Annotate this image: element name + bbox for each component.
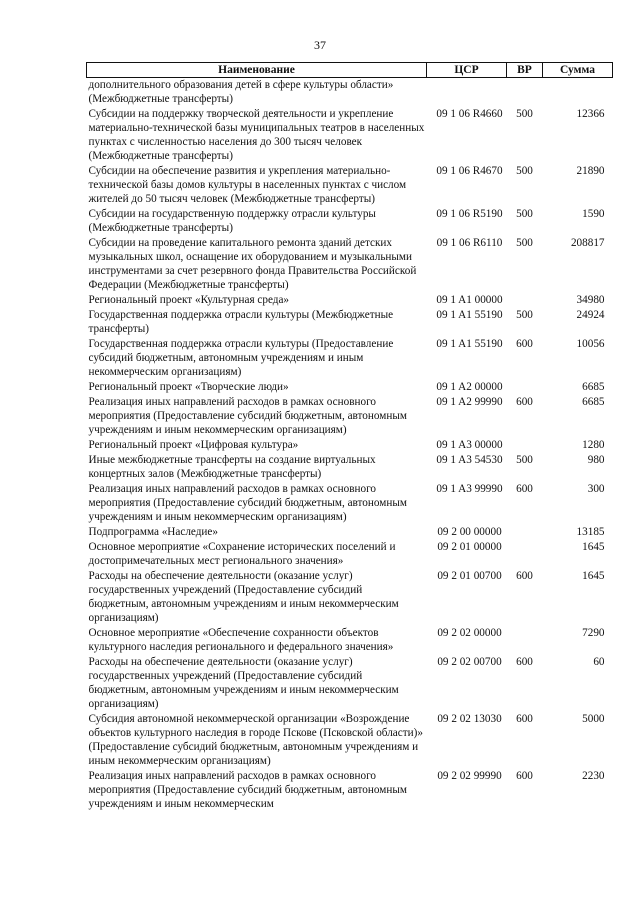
table-row [87,481,613,524]
row-sum-cell: 980 [587,454,605,466]
row-sum-cell: 34980 [576,294,605,306]
row-csr-cell: 09 2 00 00000 [437,526,502,538]
row-vr-cell [507,78,543,107]
row-vr-cell [507,292,543,307]
row-csr-cell: 09 1 A2 00000 [436,381,503,393]
table-row [87,568,613,625]
row-sum-cell: 7290 [582,627,605,639]
row-sum-cell: 13185 [576,526,605,538]
table-row [87,307,613,336]
budget-table [86,62,613,811]
row-vr-cell [507,437,543,452]
row-name-cell: Региональный проект «Цифровая культура» [88,439,299,451]
row-vr-cell: 500 [516,208,533,220]
page-number: 37 [314,38,326,52]
row-name-cell: Реализация иных направлений расходов в рамках основного мероприятия (Предоставление субсидий бюджетным, автономным учреждениям и иным некоммерческим организациям) [88,396,407,436]
row-csr-cell: 09 2 02 13030 [437,713,502,725]
row-name-cell: Расходы на обеспечение деятельности (оказание услуг) государственных учреждений (Предоставление субсидий бюджетным, автономным учреждениям и иным некоммерческим организациям) [88,656,399,710]
row-csr-cell: 09 1 06 R5190 [436,208,503,220]
header-vr: ВР [507,63,543,78]
row-sum-cell: 2230 [582,770,605,782]
row-csr-cell: 09 1 A1 55190 [436,338,503,350]
row-name-cell: Расходы на обеспечение деятельности (оказание услуг) государственных учреждений (Предоставление субсидий бюджетным, автономным учреждениям и иным некоммерческим организациям) [88,570,399,624]
row-csr-cell: 09 1 A1 00000 [436,294,503,306]
table-row [87,437,613,452]
table-row [87,78,613,107]
row-sum-cell: 5000 [582,713,605,725]
table-row [87,106,613,163]
row-sum-cell: 300 [587,483,605,495]
table-header [87,63,613,78]
row-name-cell: Региональный проект «Культурная среда» [88,294,290,306]
row-sum-cell: 60 [593,656,605,668]
row-csr-cell: 09 2 01 00700 [437,570,502,582]
row-sum-cell: 24924 [576,309,605,321]
table-row [87,711,613,768]
row-sum-cell: 6685 [582,381,605,393]
row-csr-cell: 09 1 A3 54530 [436,454,503,466]
row-csr-cell: 09 1 06 R6110 [436,237,503,249]
header-row [87,63,613,78]
row-name-cell: дополнительного образования детей в сфере культуры области» (Межбюджетные трансферты) [88,79,394,105]
table-row [87,524,613,539]
row-vr-cell [507,539,543,568]
table-row [87,292,613,307]
table-body [87,78,613,812]
row-vr-cell: 500 [516,108,533,120]
row-name-cell: Государственная поддержка отрасли культуры (Предоставление субсидий бюджетным, автономным учреждениям и иным некоммерческим организациям) [88,338,394,378]
row-csr-cell: 09 1 A3 00000 [436,439,503,451]
row-csr-cell: 09 2 02 00000 [437,627,502,639]
row-csr-cell: 09 2 01 00000 [437,541,502,553]
row-name-cell: Региональный проект «Творческие люди» [88,381,289,393]
row-vr-cell [507,524,543,539]
row-vr-cell: 600 [516,713,533,725]
row-csr-cell: 09 1 06 R4670 [436,165,503,177]
row-sum-cell: 6685 [582,396,605,408]
row-csr-cell: 09 1 A3 99990 [436,483,503,495]
header-name: Наименование [87,63,427,78]
table-row [87,768,613,811]
row-name-cell: Реализация иных направлений расходов в рамках основного мероприятия (Предоставление субсидий бюджетным, автономным учреждениям и иным некоммерческим [88,770,407,810]
row-vr-cell: 600 [516,396,533,408]
row-name-cell: Субсидии на обеспечение развития и укрепления материально-технической базы домов культуры в населенных пунктах с числом жителей до 50 тысяч человек (Межбюджетные трансферты) [88,165,407,205]
table-row [87,206,613,235]
table-row [87,336,613,379]
row-name-cell: Субсидии на поддержку творческой деятельности и укрепление материально-технической базы муниципальных театров в населенных пунктах с численностью населения до 300 тысяч человек (Межбюджетные трансферты) [88,108,425,162]
table-row [87,539,613,568]
row-vr-cell: 500 [516,237,533,249]
row-sum-cell: 208817 [570,237,605,249]
row-name-cell: Основное мероприятие «Сохранение исторических поселений и достопримечательных мест регионального значения» [88,541,396,567]
row-vr-cell: 600 [516,483,533,495]
row-sum-cell: 1280 [582,439,605,451]
table-row [87,379,613,394]
row-csr-cell: 09 2 02 99990 [437,770,502,782]
row-vr-cell [507,625,543,654]
row-name-cell: Подпрограмма «Наследие» [88,526,218,538]
row-name-cell: Субсидии на государственную поддержку отрасли культуры (Межбюджетные трансферты) [88,208,376,234]
row-name-cell: Государственная поддержка отрасли культуры (Межбюджетные трансферты) [88,309,394,335]
row-sum-cell [543,78,613,107]
row-name-cell: Основное мероприятие «Обеспечение сохранности объектов культурного наследия регионального и федерального значения» [88,627,394,653]
row-vr-cell: 600 [516,770,533,782]
row-vr-cell: 600 [516,656,533,668]
row-vr-cell [507,379,543,394]
row-sum-cell: 12366 [576,108,605,120]
table-row [87,394,613,437]
row-sum-cell: 21890 [576,165,605,177]
row-name-cell: Иные межбюджетные трансферты на создание виртуальных концертных залов (Межбюджетные трансферты) [88,454,376,480]
header-sum: Сумма [543,63,613,78]
row-name-cell: Субсидии на проведение капитального ремонта зданий детских музыкальных школ, оснащение их оборудованием и музыкальными инструментами за счет резервного фонда Правительства Российской Федерации (Межбюджетные трансферты) [88,237,417,291]
row-csr-cell: 09 1 A1 55190 [436,309,503,321]
row-sum-cell: 1645 [582,570,605,582]
row-csr-cell: 09 1 A2 99990 [436,396,503,408]
header-csr: ЦСР [427,63,507,78]
row-vr-cell: 500 [516,309,533,321]
row-name-cell: Реализация иных направлений расходов в рамках основного мероприятия (Предоставление субсидий бюджетным, автономным учреждениям и иным некоммерческим организациям) [88,483,407,523]
table-row [87,452,613,481]
row-sum-cell: 1590 [582,208,605,220]
table-row [87,625,613,654]
row-sum-cell: 10056 [576,338,605,350]
row-name-cell: Субсидия автономной некоммерческой организации «Возрождение объектов культурного наследия в городе Пскове (Псковской области)» (Предоставление субсидий бюджетным, автономным учреждениям и иным некоммерческим организациям) [88,713,423,767]
row-vr-cell: 600 [516,338,533,350]
table-row [87,163,613,206]
table-row [87,654,613,711]
row-vr-cell: 600 [516,570,533,582]
table-row [87,235,613,292]
row-csr-cell: 09 2 02 00700 [437,656,502,668]
row-sum-cell: 1645 [582,541,605,553]
row-csr-cell: 09 1 06 R4660 [436,108,503,120]
row-vr-cell: 500 [516,454,533,466]
row-vr-cell: 500 [516,165,533,177]
row-csr-cell [427,78,507,107]
